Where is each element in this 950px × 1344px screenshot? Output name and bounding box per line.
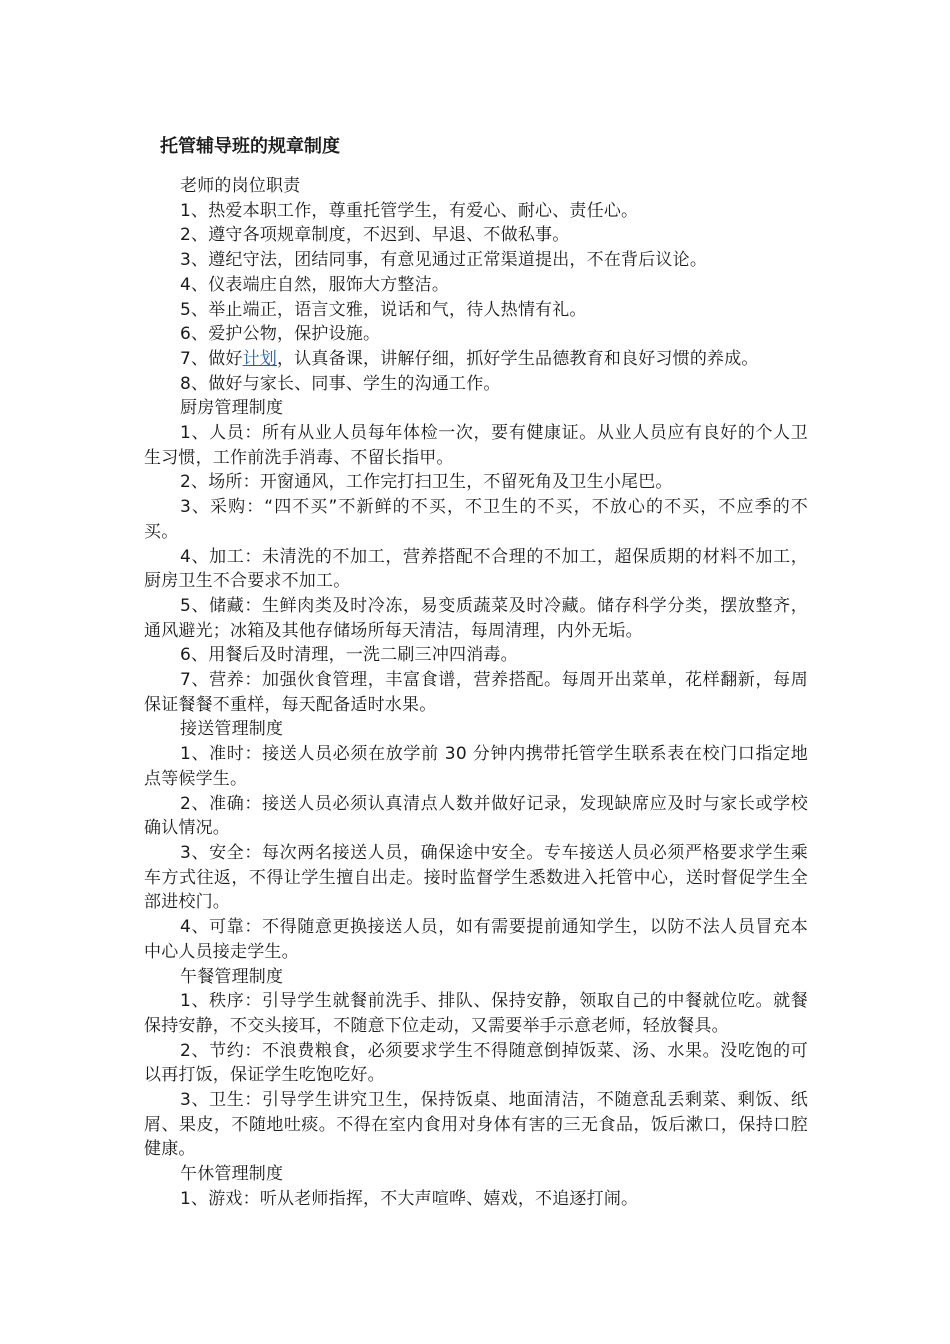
paragraph: 午餐管理制度 [180, 966, 284, 987]
paragraph: 1、游戏：听从老师指挥，不大声喧哗、嬉戏，不追逐打闹。 [180, 1188, 639, 1209]
paragraph: 5、举止端正，语言文雅，说话和气，待人热情有礼。 [180, 299, 587, 320]
paragraph: 2、节约：不浪费粮食，必须要求学生不得随意倒掉饭菜、汤、水果。没吃饱的可以再打饭，保证学生吃饱吃好。 [144, 1040, 808, 1086]
paragraph: 4、可靠：不得随意更换接送人员，如有需要提前通知学生，以防不法人员冒充本中心人员接走学生。 [144, 917, 808, 962]
paragraph: 午休管理制度 [180, 1164, 284, 1185]
paragraph: 5、储藏：生鲜肉类及时冷冻，易变质蔬菜及时冷藏。储存科学分类，摆放整齐，通风避光；冰箱及其他存储场所每天清洁，每周清理，内外无垢。 [144, 595, 808, 641]
paragraph: 7、营养：加强伙食管理，丰富食谱，营养搭配。每周开出菜单，花样翻新，每周保证餐餐不重样，每天配备适时水果。 [144, 670, 808, 715]
document-body [144, 174, 808, 1212]
paragraph: 接送管理制度 [180, 719, 284, 740]
paragraph: 3、遵纪守法，团结同事，有意见通过正常渠道提出，不在背后议论。 [180, 250, 708, 271]
paragraph: 8、做好与家长、同事、学生的沟通工作。 [180, 373, 501, 394]
paragraph: 厨房管理制度 [180, 398, 284, 419]
paragraph: 2、准确：接送人员必须认真清点人数并做好记录，发现缺席应及时与家长或学校确认情况。 [144, 793, 808, 839]
paragraph: 3、安全：每次两名接送人员，确保途中安全。专车接送人员必须严格要求学生乘车方式往返，不得让学生擅自出走。接时监督学生悉数进入托管中心，送时督促学生全部进校门。 [144, 842, 808, 913]
document-page [144, 132, 808, 1212]
paragraph: 1、热爱本职工作，尊重托管学生，有爱心、耐心、责任心。 [180, 200, 639, 221]
paragraph-text: ，认真备课，讲解仔细，抓好学生品德教育和良好习惯的养成。 [277, 348, 759, 369]
paragraph: 1、准时：接送人员必须在放学前 30 分钟内携带托管学生联系表在校门口指定地点等候学生。 [144, 744, 808, 789]
paragraph-text: 7、做好 [180, 348, 243, 369]
paragraph: 1、人员：所有从业人员每年体检一次，要有健康证。从业人员应有良好的个人卫生习惯，工作前洗手消毒、不留长指甲。 [144, 423, 808, 468]
paragraph: 6、用餐后及时清理，一洗二刷三冲四消毒。 [180, 645, 518, 666]
plan-link[interactable]: 计划 [242, 348, 278, 369]
paragraph: 老师的岗位职责 [180, 176, 301, 196]
paragraph: 3、采购：“四不买”不新鲜的不买，不卫生的不买，不放心的不买，不应季的不买。 [144, 497, 808, 542]
paragraph: 4、加工：未清洗的不加工，营养搭配不合理的不加工，超保质期的材料不加工，厨房卫生不合要求不加工。 [144, 546, 808, 592]
paragraph: 1、秩序：引导学生就餐前洗手、排队、保持安静，领取自己的中餐就位吃。就餐保持安静，不交头接耳，不随意下位走动，又需要举手示意老师，轻放餐具。 [144, 991, 808, 1036]
paragraph: 4、仪表端庄自然，服饰大方整洁。 [180, 274, 450, 295]
paragraph: 3、卫生：引导学生讲究卫生，保持饭桌、地面清洁，不随意乱丢剩菜、剩饭、纸屑、果皮，不随地吐痰。不得在室内食用对身体有害的三无食品，饭后漱口，保持口腔健康。 [144, 1090, 808, 1160]
document-title: 托管辅导班的规章制度 [160, 136, 340, 157]
paragraph: 2、场所：开窗通风，工作完打扫卫生，不留死角及卫生小尾巴。 [180, 472, 673, 493]
paragraph [144, 347, 808, 372]
paragraph: 2、遵守各项规章制度，不迟到、早退、不做私事。 [180, 225, 570, 246]
paragraph: 6、爱护公物，保护设施。 [180, 324, 381, 345]
